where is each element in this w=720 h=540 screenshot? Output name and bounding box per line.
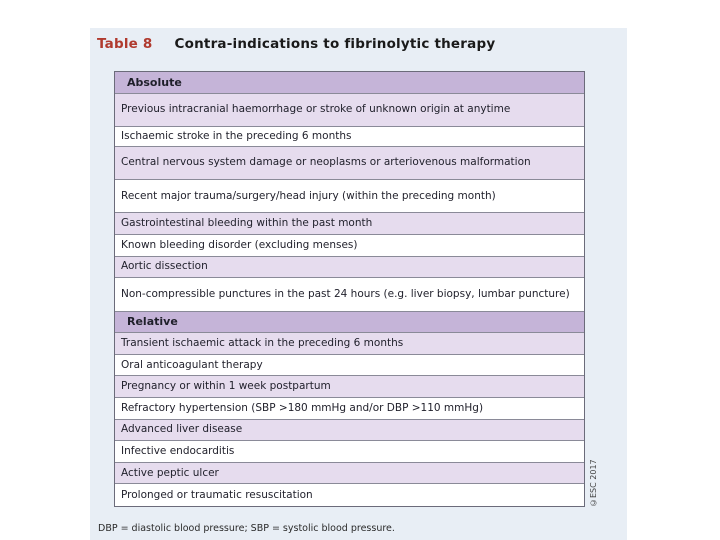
table-title [97, 34, 495, 54]
contraindications-table [114, 71, 585, 507]
table-row: Transient ischaemic attack in the preceding 6 months [115, 333, 584, 355]
table-row: Central nervous system damage or neoplasms or arteriovenous malformation [115, 147, 584, 180]
table-row: Non-compressible punctures in the past 24 hours (e.g. liver biopsy, lumbar puncture) [115, 278, 584, 311]
table-row: Prolonged or traumatic resuscitation [115, 484, 584, 506]
table-number-label: Table 8 [97, 36, 153, 52]
table-row: Recent major trauma/surgery/head injury (within the preceding month) [115, 180, 584, 213]
table-row: Oral anticoagulant therapy [115, 355, 584, 377]
table-footnote: DBP = diastolic blood pressure; SBP = systolic blood pressure. [98, 523, 395, 534]
section-header-relative: Relative [115, 312, 584, 334]
table-row: Refractory hypertension (SBP >180 mmHg and/or DBP >110 mmHg) [115, 398, 584, 420]
section-header-absolute: Absolute [115, 72, 584, 94]
copyright-notice: ©ESC 2017 [589, 459, 598, 507]
table-row: Advanced liver disease [115, 420, 584, 442]
table-row: Aortic dissection [115, 257, 584, 279]
table-row: Pregnancy or within 1 week postpartum [115, 376, 584, 398]
table-row: Infective endocarditis [115, 441, 584, 463]
table-row: Previous intracranial haemorrhage or stroke of unknown origin at anytime [115, 94, 584, 127]
table-title-text: Contra-indications to fibrinolytic therapy [174, 36, 496, 52]
table-row: Ischaemic stroke in the preceding 6 months [115, 127, 584, 147]
table-row: Gastrointestinal bleeding within the past month [115, 213, 584, 235]
table-row: Known bleeding disorder (excluding menses) [115, 235, 584, 257]
table-row: Active peptic ulcer [115, 463, 584, 485]
